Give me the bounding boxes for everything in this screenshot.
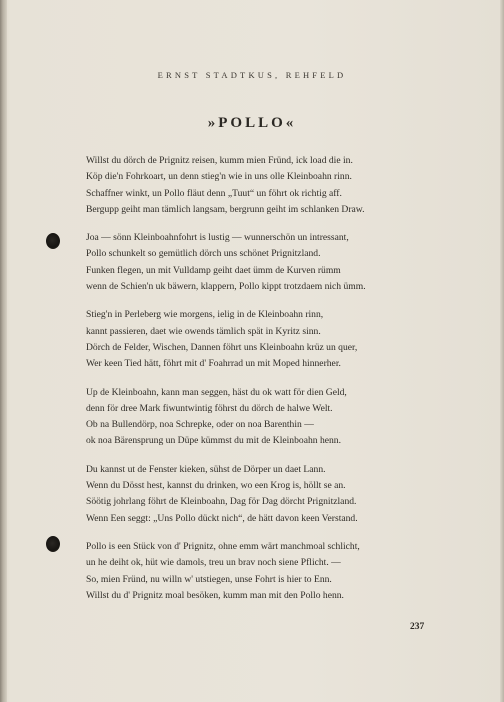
poem-line: wenn de Schien'n uk bäwern, klappern, Pollo kippt trotzdaem nich ümm. xyxy=(86,281,366,293)
poem-line: Köp die'n Fohrkoart, un denn stieg'n wie in uns olle Kleinboahn rinn. xyxy=(86,171,352,183)
poem-title: »POLLO« xyxy=(207,115,297,131)
stanza xyxy=(86,153,446,218)
poem-line: ok noa Bärensprung un Düpe kümmst du mit de Kleinboahn henn. xyxy=(86,435,341,447)
poem-line: Wer keen Tied hätt, föhrt mit d' Foahrrad un mit Moped hinnerher. xyxy=(86,358,341,370)
poem-line: Stieg'n in Perleberg wie morgens, ielig in de Kleinboahn rinn, xyxy=(86,309,324,321)
poem-line: Wenn Een seggt: „Uns Pollo dückt nich“, de hätt davon keen Verstand. xyxy=(86,512,358,524)
poem-line: Ob na Bullendörp, noa Schrepke, oder on noa Barenthin — xyxy=(86,419,314,431)
poem-body xyxy=(86,153,446,616)
poem-line: Du kannst ut de Fenster kieken, sühst de Dörper un daet Lann. xyxy=(86,463,326,475)
poem-line: Up de Kleinboahn, kann man seggen, häst du ok watt för dien Geld, xyxy=(86,386,347,398)
poem-line: Dörch de Felder, Wischen, Dannen föhrt uns Kleinboahn krüz un quer, xyxy=(86,341,358,353)
poem-line: Schaffner winkt, un Pollo fläut denn „Tuut“ un föhrt ok richtig aff. xyxy=(86,187,342,199)
poem-line: un he deiht ok, hüt wie damols, treu un brav noch siene Pflicht. — xyxy=(86,557,341,569)
poem-line: Söötig johrlang föhrt de Kleinboahn, Dag för Dag dörcht Prignitzland. xyxy=(86,496,357,508)
poem-line: Pollo is een Stück von d' Prignitz, ohne emm wärt manchmoal schlicht, xyxy=(86,540,360,552)
punch-hole xyxy=(46,233,60,249)
poem-line: Willst du dörch de Prignitz reisen, kumm mien Fründ, ick load die in. xyxy=(86,155,353,166)
poem-line: Pollo schunkelt so gemütlich dörch uns schönet Prignitzland. xyxy=(86,248,321,260)
page-edge xyxy=(500,0,504,702)
poem-line: Joa — sönn Kleinboahnfohrt is lustig — wunnerschön un intressant, xyxy=(86,232,349,244)
poem-line: Willst du d' Prignitz moal besöken, kumm man mit den Pollo henn. xyxy=(86,589,344,601)
stanza xyxy=(86,385,446,450)
poem-line: Wenn du Dösst hest, kannst du drinken, wo een Krog is, höllt se an. xyxy=(86,480,346,492)
poem-line: Bergupp geiht man tämlich langsam, bergrunn geiht im schlanken Draw. xyxy=(86,203,365,215)
poem-line: Funken flegen, un mit Vulldamp geiht daet ümm de Kurven rümm xyxy=(86,264,341,276)
poem-line: denn för dree Mark fiwuntwintig föhrst du dörch de halwe Welt. xyxy=(86,402,333,414)
author-header: ERNST STADTKUS, REHFELD xyxy=(157,70,347,80)
stanza xyxy=(86,462,446,527)
binding-edge xyxy=(0,0,7,702)
punch-hole xyxy=(46,536,60,552)
stanza xyxy=(86,539,446,604)
stanza xyxy=(86,307,446,372)
poem-line: So, mien Fründ, nu willn w' utstiegen, unse Fohrt is hier to Enn. xyxy=(86,573,332,585)
page-number: 237 xyxy=(410,622,425,632)
stanza xyxy=(86,230,446,295)
poem-line: kannt passieren, daet wie owends tämlich spät in Kyritz sinn. xyxy=(86,325,321,337)
